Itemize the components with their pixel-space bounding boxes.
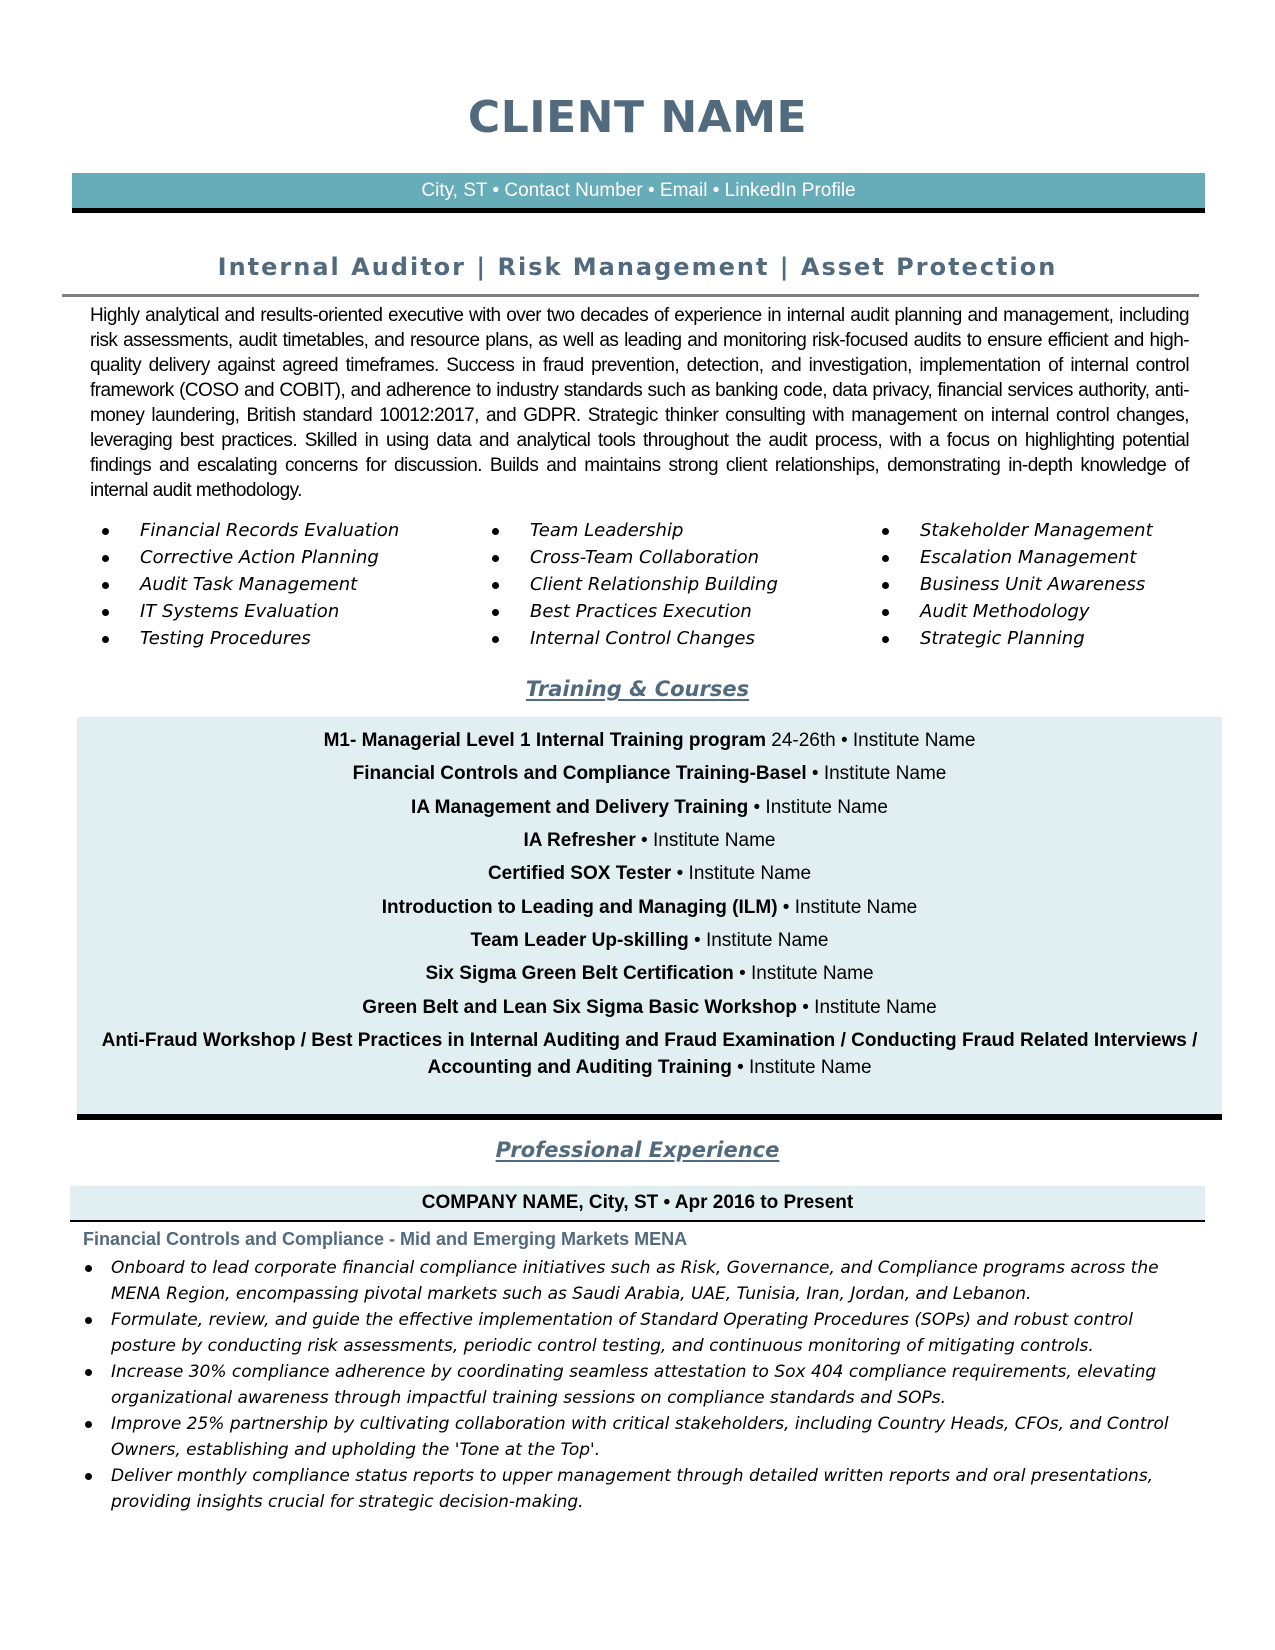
skill-item: Corrective Action Planning xyxy=(102,544,399,571)
course-name: Accounting and Auditing Training xyxy=(427,1057,732,1078)
skill-item: IT Systems Evaluation xyxy=(102,598,399,625)
course-detail: • Institute Name xyxy=(806,763,947,784)
course-item xyxy=(77,794,1222,821)
company-header: COMPANY NAME, City, ST • Apr 2016 to Present xyxy=(70,1186,1205,1222)
skill-item: Business Unit Awareness xyxy=(882,571,1153,598)
skills-column-2 xyxy=(492,517,778,652)
skill-item: Audit Task Management xyxy=(102,571,399,598)
course-item xyxy=(77,894,1222,921)
course-item xyxy=(77,1054,1222,1081)
course-name: Certified SOX Tester xyxy=(487,863,672,884)
course-name: Green Belt and Lean Six Sigma Basic Workshop xyxy=(362,997,797,1018)
course-item xyxy=(77,927,1222,954)
course-name: Anti-Fraud Workshop / Best Practices in Internal Auditing and Fraud Examination / Conducting Fraud Related Interviews / xyxy=(101,1030,1198,1051)
client-name: CLIENT NAME xyxy=(467,92,808,143)
course-item xyxy=(77,727,1222,754)
course-detail: • Institute Name xyxy=(635,830,776,851)
training-section-title: Training & Courses xyxy=(525,677,750,701)
skill-item: Internal Control Changes xyxy=(492,625,778,652)
experience-bullets xyxy=(83,1255,1203,1515)
course-name: Six Sigma Green Belt Certification xyxy=(425,963,734,984)
skill-item: Financial Records Evaluation xyxy=(102,517,399,544)
course-detail: • Institute Name xyxy=(671,863,812,884)
skill-item: Stakeholder Management xyxy=(882,517,1153,544)
skill-item: Client Relationship Building xyxy=(492,571,778,598)
course-detail: • Institute Name xyxy=(777,897,918,918)
skill-item: Testing Procedures xyxy=(102,625,399,652)
skill-item: Team Leadership xyxy=(492,517,778,544)
course-name: IA Management and Delivery Training xyxy=(411,797,749,818)
course-item xyxy=(77,1027,1222,1054)
course-name: Team Leader Up-skilling xyxy=(470,930,689,951)
course-item xyxy=(77,994,1222,1021)
summary-paragraph: Highly analytical and results-oriented executive with over two decades of experience in internal audit planning and management, including risk assessments, audit timetables, and resource plans, as well as leading and monitoring risk-focused audits to ensure efficient and high-quality delivery against agreed timeframes. Success in fraud prevention, detection, and investigation, implementation of internal control framework (COSO and COBIT), and adherence to industry standards such as banking code, data privacy, financial services authority, anti-money laundering, British standard 10012:2017, and GDPR. Strategic thinker consulting with management on internal control changes, leveraging best practices. Skilled in using data and analytical tools throughout the audit process, with a focus on highlighting potential findings and escalating concerns for discussion. Builds and maintains strong client relationships, demonstrating in-depth knowledge of internal audit methodology. xyxy=(90,305,1189,501)
course-item xyxy=(77,860,1222,887)
course-detail: • Institute Name xyxy=(748,797,888,818)
contact-bar: City, ST • Contact Number • Email • LinkedIn Profile xyxy=(72,173,1205,213)
skill-item: Escalation Management xyxy=(882,544,1153,571)
role-title: Financial Controls and Compliance - Mid and Emerging Markets MENA xyxy=(83,1229,688,1249)
course-name: M1- Managerial Level 1 Internal Training program xyxy=(323,730,766,751)
skill-item: Best Practices Execution xyxy=(492,598,778,625)
course-name: IA Refresher xyxy=(523,830,636,851)
course-detail: • Institute Name xyxy=(731,1057,872,1078)
experience-bullet: Increase 30% compliance adherence by coordinating seamless attestation to Sox 404 compliance requirements, elevating organizational awareness through impactful training sessions on compliance standards and SOPs. xyxy=(83,1359,1203,1411)
training-box xyxy=(77,717,1222,1120)
experience-bullet: Improve 25% partnership by cultivating collaboration with critical stakeholders, including Country Heads, CFOs, and Control Owners, establishing and upholding the 'Tone at the Top'. xyxy=(83,1411,1203,1463)
headline: Internal Auditor | Risk Management | Asset Protection xyxy=(217,253,1058,281)
course-detail: • Institute Name xyxy=(688,930,829,951)
course-item xyxy=(77,960,1222,987)
course-name: Financial Controls and Compliance Training-Basel xyxy=(352,763,807,784)
skill-item: Audit Methodology xyxy=(882,598,1153,625)
experience-bullet: Formulate, review, and guide the effective implementation of Standard Operating Procedures (SOPs) and robust control posture by conducting risk assessments, periodic control testing, and continuous monitoring of mitigating controls. xyxy=(83,1307,1203,1359)
course-detail: • Institute Name xyxy=(796,997,937,1018)
headline-divider xyxy=(62,294,1199,297)
course-name: Introduction to Leading and Managing (ILM) xyxy=(381,897,778,918)
course-detail: • Institute Name xyxy=(733,963,874,984)
experience-bullet: Onboard to lead corporate financial compliance initiatives such as Risk, Governance, and Compliance programs across the MENA Region, encompassing pivotal markets such as Saudi Arabia, UAE, Tunisia, Iran, Jordan, and Lebanon. xyxy=(83,1255,1203,1307)
skill-item: Cross-Team Collaboration xyxy=(492,544,778,571)
skills-column-3 xyxy=(882,517,1153,652)
skill-item: Strategic Planning xyxy=(882,625,1153,652)
course-item xyxy=(77,760,1222,787)
skills-column-1 xyxy=(102,517,399,652)
course-detail: 24-26th • Institute Name xyxy=(765,730,976,751)
course-item xyxy=(77,827,1222,854)
experience-section-title: Professional Experience xyxy=(495,1138,780,1162)
experience-bullet: Deliver monthly compliance status reports to upper management through detailed written reports and oral presentations, providing insights crucial for strategic decision-making. xyxy=(83,1463,1203,1515)
